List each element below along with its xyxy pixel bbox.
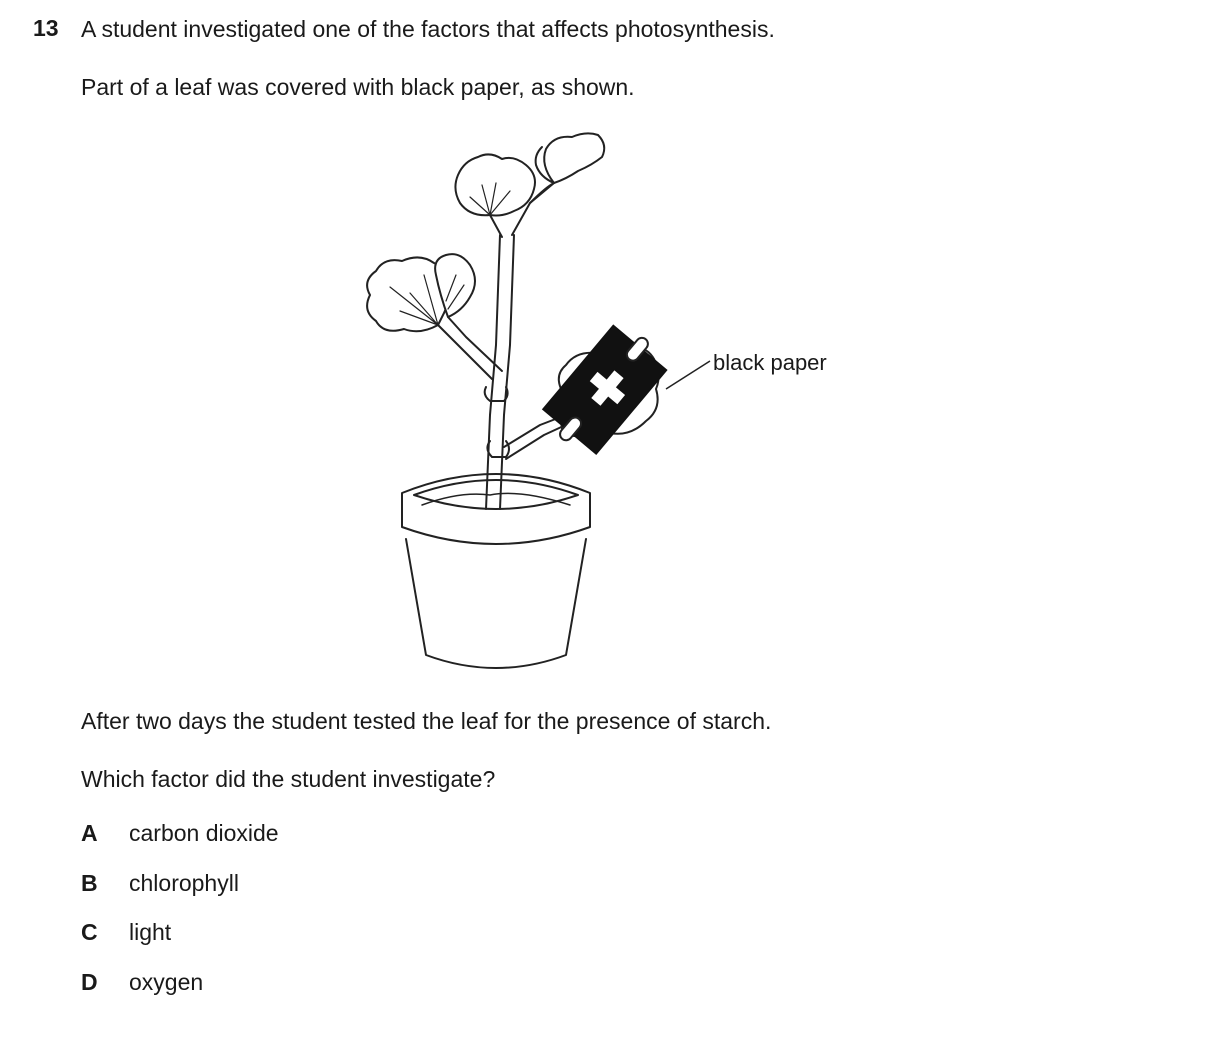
leaf-top-right [544,133,604,183]
plant-illustration [340,125,860,685]
question-number: 13 [33,15,59,41]
question-after: After two days the student tested the leaf for the presence of starch. [81,708,772,734]
question-prompt: Which factor did the student investigate? [81,766,496,792]
black-paper-label: black paper [713,350,827,375]
option-text: light [129,919,172,945]
option-letter: C [81,919,98,945]
left-branch [438,317,502,379]
option-letter: A [81,820,98,846]
option-text: carbon dioxide [129,820,279,846]
main-stem [486,235,514,509]
option-text: chlorophyll [129,870,239,896]
pot-body [406,539,586,668]
question-stem: A student investigated one of the factors that affects photosynthesis. [81,16,775,42]
plant-diagram [340,125,860,685]
label-leader-line [666,361,710,389]
option-text: oxygen [129,969,204,995]
option-letter: D [81,969,98,995]
option-letter: B [81,870,98,896]
question-intro: Part of a leaf was covered with black paper, as shown. [81,74,635,100]
